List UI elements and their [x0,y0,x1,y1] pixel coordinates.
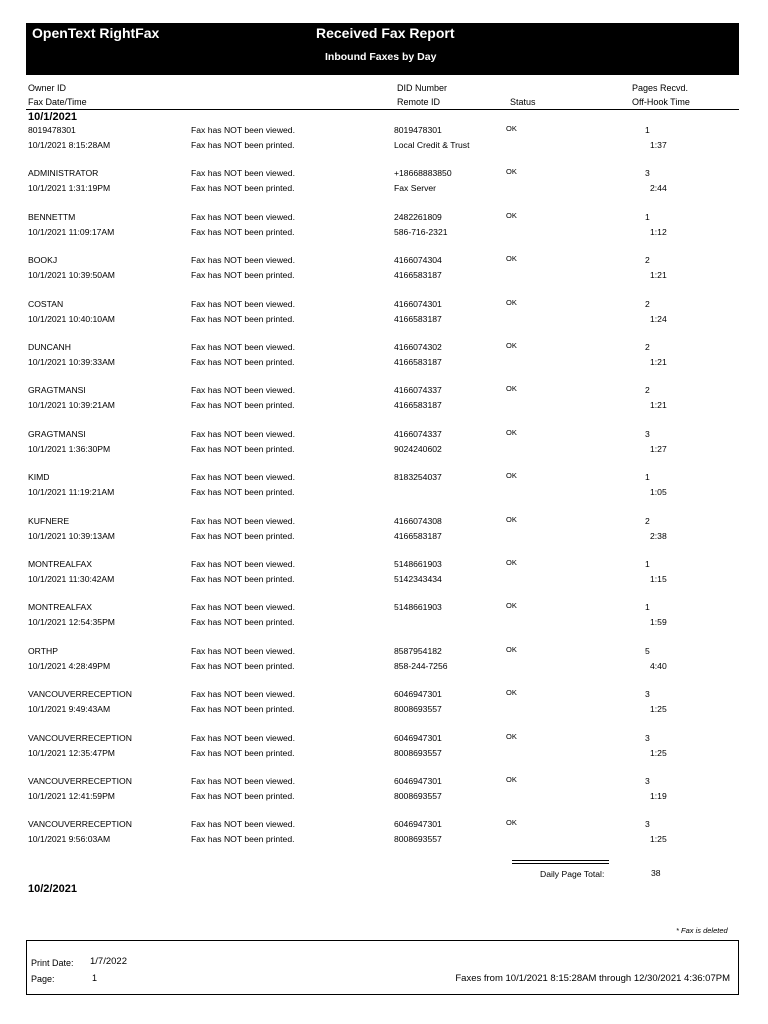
day-date-label: 10/1/2021 [28,111,77,123]
fax-record-row [0,125,768,159]
fax-status: OK [506,601,517,611]
off-hook-time: 1:25 [650,747,667,758]
fax-status: OK [506,297,517,307]
fax-datetime: 10/1/2021 8:15:28AM [28,140,111,150]
daily-total-value: 38 [651,868,661,878]
pages-received: 2 [645,298,650,309]
viewed-status: Fax has NOT been viewed. [191,515,295,526]
did-number: 4166074302 [394,342,442,352]
printed-status: Fax has NOT been printed. [191,747,295,758]
printed-status: Fax has NOT been printed. [191,226,295,237]
off-hook-time: 1:21 [650,270,667,281]
remote-id: 4166583187 [394,357,442,367]
printed-status: Fax has NOT been printed. [191,574,295,584]
fax-datetime: 10/1/2021 1:36:30PM [28,443,111,454]
owner-id: VANCOUVERRECEPTION [28,732,132,743]
viewed-status: Fax has NOT been viewed. [191,168,295,179]
did-number: 6046947301 [394,689,442,700]
printed-status: Fax has NOT been printed. [191,140,295,150]
fax-record-row [0,472,768,506]
fax-datetime: 10/1/2021 11:30:42AM [28,574,115,584]
printed-status: Fax has NOT been printed. [191,791,295,801]
viewed-status: Fax has NOT been viewed. [191,732,295,743]
owner-id: DUNCANH [28,342,71,352]
col-pages-recvd: Pages Recvd. [632,83,689,93]
fax-record-row [0,776,768,810]
viewed-status: Fax has NOT been viewed. [191,602,295,613]
report-header-band [26,23,739,75]
did-number: 6046947301 [394,776,442,786]
off-hook-time: 1:37 [650,140,667,150]
pages-received: 3 [645,776,650,786]
fax-record-row [0,516,768,550]
viewed-status: Fax has NOT been viewed. [191,342,295,352]
remote-id: 8008693557 [394,747,442,758]
viewed-status: Fax has NOT been viewed. [191,211,295,222]
viewed-status: Fax has NOT been viewed. [191,689,295,700]
fax-status: OK [506,731,517,741]
printed-status: Fax has NOT been printed. [191,660,295,671]
owner-id: ADMINISTRATOR [28,168,99,179]
report-footer [26,940,739,995]
print-date-label: Print Date: [31,958,74,968]
printed-status: Fax has NOT been printed. [191,400,295,411]
remote-id: 4166583187 [394,530,442,541]
off-hook-time: 1:19 [650,791,667,801]
pages-received: 3 [645,819,650,830]
fax-record-row [0,646,768,680]
fax-record-row [0,255,768,289]
col-status: Status [510,97,536,107]
fax-record-row [0,342,768,376]
did-number: 4166074337 [394,385,442,396]
did-number: 6046947301 [394,819,442,830]
remote-id: 8008693557 [394,834,442,845]
col-fax-datetime: Fax Date/Time [28,97,87,107]
remote-id: Fax Server [394,183,437,194]
viewed-status: Fax has NOT been viewed. [191,255,295,266]
report-title: Received Fax Report [316,25,455,41]
fax-status: OK [506,384,517,394]
owner-id: ORTHP [28,645,58,656]
fax-status: OK [506,775,517,784]
remote-id: 586-716-2321 [394,226,448,237]
pages-received: 1 [645,602,650,613]
owner-id: GRAGTMANSI [28,385,86,396]
fax-record-row [0,733,768,767]
fax-status: OK [506,514,517,524]
fax-status: OK [506,427,517,437]
fax-datetime: 10/1/2021 10:39:21AM [28,400,115,411]
pages-received: 2 [645,385,650,396]
fax-record-row [0,168,768,202]
fax-datetime: 10/1/2021 1:31:19PM [28,183,111,194]
owner-id: BOOKJ [28,255,58,266]
remote-id: 4166583187 [394,400,442,411]
fax-datetime: 10/1/2021 10:39:13AM [28,530,115,541]
owner-id: COSTAN [28,298,64,309]
printed-status: Fax has NOT been printed. [191,183,295,194]
col-off-hook-time: Off-Hook Time [632,97,690,107]
off-hook-time: 1:21 [650,400,667,411]
did-number: 4166074337 [394,428,442,439]
daily-total-label: Daily Page Total: [540,869,605,879]
pages-received: 1 [645,472,650,483]
pages-received: 3 [645,689,650,700]
did-number: 5148661903 [394,559,442,569]
viewed-status: Fax has NOT been viewed. [191,819,295,830]
viewed-status: Fax has NOT been viewed. [191,385,295,396]
fax-datetime: 10/1/2021 10:39:33AM [28,357,115,367]
deleted-footnote: * Fax is deleted [676,926,728,935]
pages-received: 3 [645,428,650,439]
owner-id: GRAGTMANSI [28,428,86,439]
pages-received: 3 [645,168,650,179]
fax-record-row [0,429,768,463]
printed-status: Fax has NOT been printed. [191,357,295,367]
fax-record-row [0,689,768,723]
fax-date-range: Faxes from 10/1/2021 8:15:28AM through 12/30/2021 4:36:07PM [455,973,730,984]
pages-received: 1 [645,559,650,569]
viewed-status: Fax has NOT been viewed. [191,298,295,309]
remote-id: 9024240602 [394,443,442,454]
pages-received: 1 [645,211,650,222]
owner-id: MONTREALFAX [28,602,92,613]
fax-status: OK [506,558,517,567]
page-number: 1 [92,973,98,983]
off-hook-time: 1:59 [650,617,667,628]
viewed-status: Fax has NOT been viewed. [191,776,295,786]
did-number: 4166074304 [394,255,442,266]
fax-record-row [0,212,768,246]
fax-datetime: 10/1/2021 4:28:49PM [28,660,111,671]
total-double-rule-top [512,860,609,861]
did-number: 5148661903 [394,602,442,613]
printed-status: Fax has NOT been printed. [191,530,295,541]
header-rule [26,109,739,110]
printed-status: Fax has NOT been printed. [191,313,295,324]
did-number: 8019478301 [394,125,442,135]
print-date-value: 1/7/2022 [90,956,127,967]
pages-received: 5 [645,645,650,656]
pages-received: 3 [645,732,650,743]
owner-id: VANCOUVERRECEPTION [28,776,132,786]
viewed-status: Fax has NOT been viewed. [191,472,295,483]
fax-status: OK [506,210,517,220]
printed-status: Fax has NOT been printed. [191,617,295,628]
pages-received: 2 [645,255,650,266]
total-double-rule-bottom [512,863,609,864]
fax-record-row [0,385,768,419]
off-hook-time: 1:12 [650,226,667,237]
fax-datetime: 10/1/2021 12:41:59PM [28,791,115,801]
page-label: Page: [31,974,55,984]
viewed-status: Fax has NOT been viewed. [191,645,295,656]
printed-status: Fax has NOT been printed. [191,270,295,281]
fax-datetime: 10/1/2021 11:09:17AM [28,226,115,237]
remote-id: Local Credit & Trust [394,140,470,150]
fax-record-row [0,819,768,853]
remote-id: 5142343434 [394,574,442,584]
owner-id: BENNETTM [28,211,76,222]
did-number: +18668883850 [394,168,452,179]
fax-datetime: 10/1/2021 9:49:43AM [28,704,111,715]
fax-status: OK [506,124,517,133]
viewed-status: Fax has NOT been viewed. [191,559,295,569]
viewed-status: Fax has NOT been viewed. [191,125,295,135]
remote-id: 4166583187 [394,270,442,281]
printed-status: Fax has NOT been printed. [191,443,295,454]
pages-received: 1 [645,125,650,135]
fax-record-row [0,299,768,333]
off-hook-time: 2:44 [650,183,667,194]
owner-id: VANCOUVERRECEPTION [28,689,132,700]
owner-id: KUFNERE [28,515,70,526]
pages-received: 2 [645,515,650,526]
fax-status: OK [506,818,517,828]
fax-datetime: 10/1/2021 9:56:03AM [28,834,111,845]
remote-id: 8008693557 [394,791,442,801]
brand-name: OpenText RightFax [32,25,160,41]
did-number: 4166074301 [394,298,442,309]
off-hook-time: 4:40 [650,660,667,671]
remote-id: 858-244-7256 [394,660,448,671]
fax-status: OK [506,688,517,698]
fax-status: OK [506,254,517,264]
col-did-number: DID Number [397,83,448,93]
owner-id: VANCOUVERRECEPTION [28,819,132,830]
day-date-label-2: 10/2/2021 [28,883,77,895]
fax-status: OK [506,644,517,654]
fax-datetime: 10/1/2021 12:35:47PM [28,747,115,758]
printed-status: Fax has NOT been printed. [191,487,295,498]
off-hook-time: 2:38 [650,530,667,541]
owner-id: KIMD [28,472,50,483]
remote-id: 4166583187 [394,313,442,324]
off-hook-time: 1:27 [650,443,667,454]
fax-status: OK [506,471,517,481]
pages-received: 2 [645,342,650,352]
off-hook-time: 1:25 [650,834,667,845]
fax-status: OK [506,341,517,350]
col-owner-id: Owner ID [28,83,67,93]
did-number: 8183254037 [394,472,442,483]
report-subtitle: Inbound Faxes by Day [325,51,437,63]
fax-datetime: 10/1/2021 10:39:50AM [28,270,115,281]
did-number: 2482261809 [394,211,442,222]
owner-id: 8019478301 [28,125,76,135]
did-number: 6046947301 [394,732,442,743]
fax-datetime: 10/1/2021 11:19:21AM [28,487,115,498]
off-hook-time: 1:05 [650,487,667,498]
off-hook-time: 1:25 [650,704,667,715]
off-hook-time: 1:21 [650,357,667,367]
off-hook-time: 1:24 [650,313,667,324]
fax-datetime: 10/1/2021 12:54:35PM [28,617,115,628]
viewed-status: Fax has NOT been viewed. [191,428,295,439]
fax-status: OK [506,167,517,177]
did-number: 4166074308 [394,515,442,526]
off-hook-time: 1:15 [650,574,667,584]
printed-status: Fax has NOT been printed. [191,834,295,845]
fax-datetime: 10/1/2021 10:40:10AM [28,313,115,324]
owner-id: MONTREALFAX [28,559,92,569]
printed-status: Fax has NOT been printed. [191,704,295,715]
col-remote-id: Remote ID [397,97,441,107]
fax-record-row [0,602,768,636]
remote-id: 8008693557 [394,704,442,715]
did-number: 8587954182 [394,645,442,656]
fax-record-row [0,559,768,593]
